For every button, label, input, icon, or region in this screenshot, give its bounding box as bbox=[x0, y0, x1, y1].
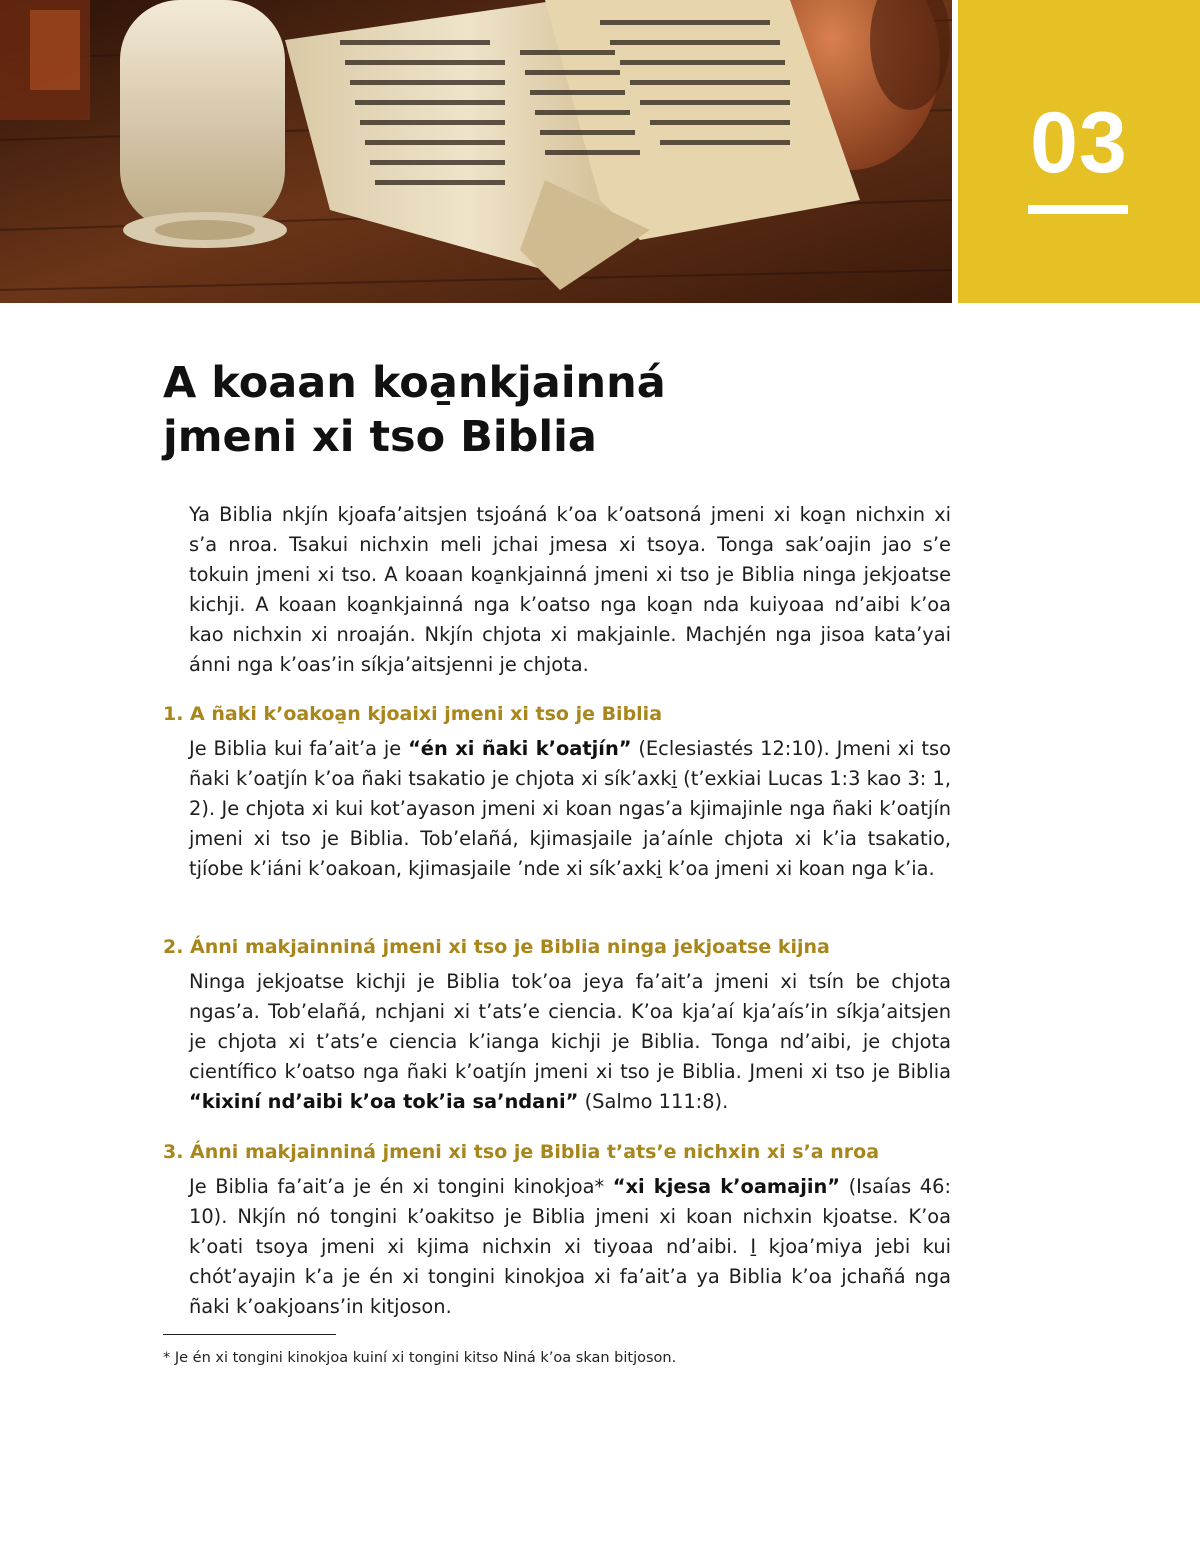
section-1-heading: 1. A ñaki k’oakoa̱n kjoaixi jmeni xi tso je Biblia bbox=[163, 703, 663, 725]
title-line-1: A koaan koa̱nkjainná bbox=[163, 358, 666, 408]
section-3-heading: 3. Ánni makjainniná jmeni xi tso je Biblia t’ats’e nichxin xi s’a nroa bbox=[163, 1141, 880, 1163]
section-3-quote: “xi kjesa k’oamajin” bbox=[612, 1175, 841, 1198]
section-1-body bbox=[189, 734, 951, 884]
section-1-text-a: Je Biblia kui fa’ait’a je bbox=[189, 737, 409, 760]
section-3-text-b: (Isaías 46: 10). Nkjín nó tongini k’oakitso je Biblia jmeni xi koan nichxin kjoatse. K’oa k’oati tsoya jmeni xi kjima nichxin xi tiyoaa nd’aibi. I̱ kjoa’miya jebi kui chót’ayajin k’a je én xi tongini kinokjoa xi fa’ait’a ya Biblia k’oa jchañá nga ñaki k’oakjoans’in kitjoson. bbox=[189, 1175, 951, 1318]
page-title bbox=[163, 356, 923, 464]
chapter-number: 03 bbox=[1030, 95, 1128, 191]
section-3-text-a: Je Biblia fa’ait’a je én xi tongini kinokjoa* bbox=[189, 1175, 613, 1198]
chapter-underline bbox=[1028, 205, 1128, 214]
footnote: * Je én xi tongini kinokjoa kuiní xi tongini kitso Niná k’oa skan bitjoson. bbox=[163, 1350, 677, 1366]
title-line-2: jmeni xi tso Biblia bbox=[163, 412, 597, 462]
section-1-text-b: (Eclesiastés 12:10). Jmeni xi tso ñaki k’oatjín k’oa ñaki tsakatio je chjota xi sík’axki̱ (t’exkiai Lucas 1:3 kao 3: 1, 2). Je chjota xi kui kot’ayason jmeni xi koan ngas’a kjimajinle nga ñaki k’oatjín jmeni xi tso je Biblia. Tob’elañá, kjimasjaile ja’aínle chjota xi k’ia tsakatio, tjíobe k’iáni k’oakoan, kjimasjaile ’nde xi sík’axki̱ k’oa jmeni xi koan nga k’ia. bbox=[189, 737, 951, 880]
section-2-body bbox=[189, 967, 951, 1117]
footnote-divider bbox=[163, 1334, 336, 1335]
section-1-paragraph bbox=[189, 734, 951, 884]
section-2-text-a: Ninga jekjoatse kichji je Biblia tok’oa jeya fa’ait’a jmeni xi tsín be chjota ngas’a. Tob’elañá, nchjani xi t’ats’e ciencia. K’oa kja’aí kja’aís’in síkja’aitsjen je chjota xi t’ats’e ciencia k’ianga kichji je Biblia. Tonga nd’aibi, je chjota científico k’oatso nga ñaki k’oatjín jmeni xi tso je Biblia. Jmeni xi tso je Biblia bbox=[189, 970, 951, 1083]
intro-paragraph: Ya Biblia nkjín kjoafa’aitsjen tsjoáná k’oa k’oatsoná jmeni xi koa̱n nichxin xi s’a nroa. Tsakui nichxin meli jchai jmesa xi tsoya. Tonga sak’oajin jao s’e tokuin jmeni xi tso. A koaan koa̱nkjainná jmeni xi tso je Biblia ninga jekjoatse kichji. A koaan koa̱nkjainná nga k’oatso nga koa̱n nda kuiyoaa nd’aibi k’oa kao nichxin xi nroaján. Nkjín chjota xi makjainle. Machjén nga jisoa kata’yai ánni nga k’oas’in síkja’aitsjenni je chjota. bbox=[189, 503, 951, 676]
scrolls-illustration bbox=[0, 0, 952, 303]
section-2-text-b: (Salmo 111:8). bbox=[578, 1090, 729, 1113]
section-3-body bbox=[189, 1172, 951, 1322]
section-2-heading: 2. Ánni makjainniná jmeni xi tso je Biblia ninga jekjoatse kijna bbox=[163, 936, 830, 958]
section-1-quote: “én xi ñaki k’oatjín” bbox=[408, 737, 632, 760]
chapter-badge bbox=[958, 0, 1200, 303]
intro-block bbox=[189, 500, 951, 680]
section-2-paragraph bbox=[189, 967, 951, 1117]
section-3-paragraph bbox=[189, 1172, 951, 1322]
section-2-quote: “kixiní nd’aibi k’oa tok’ia sa’ndani” bbox=[189, 1090, 579, 1113]
hero-image-scrolls bbox=[0, 0, 952, 303]
